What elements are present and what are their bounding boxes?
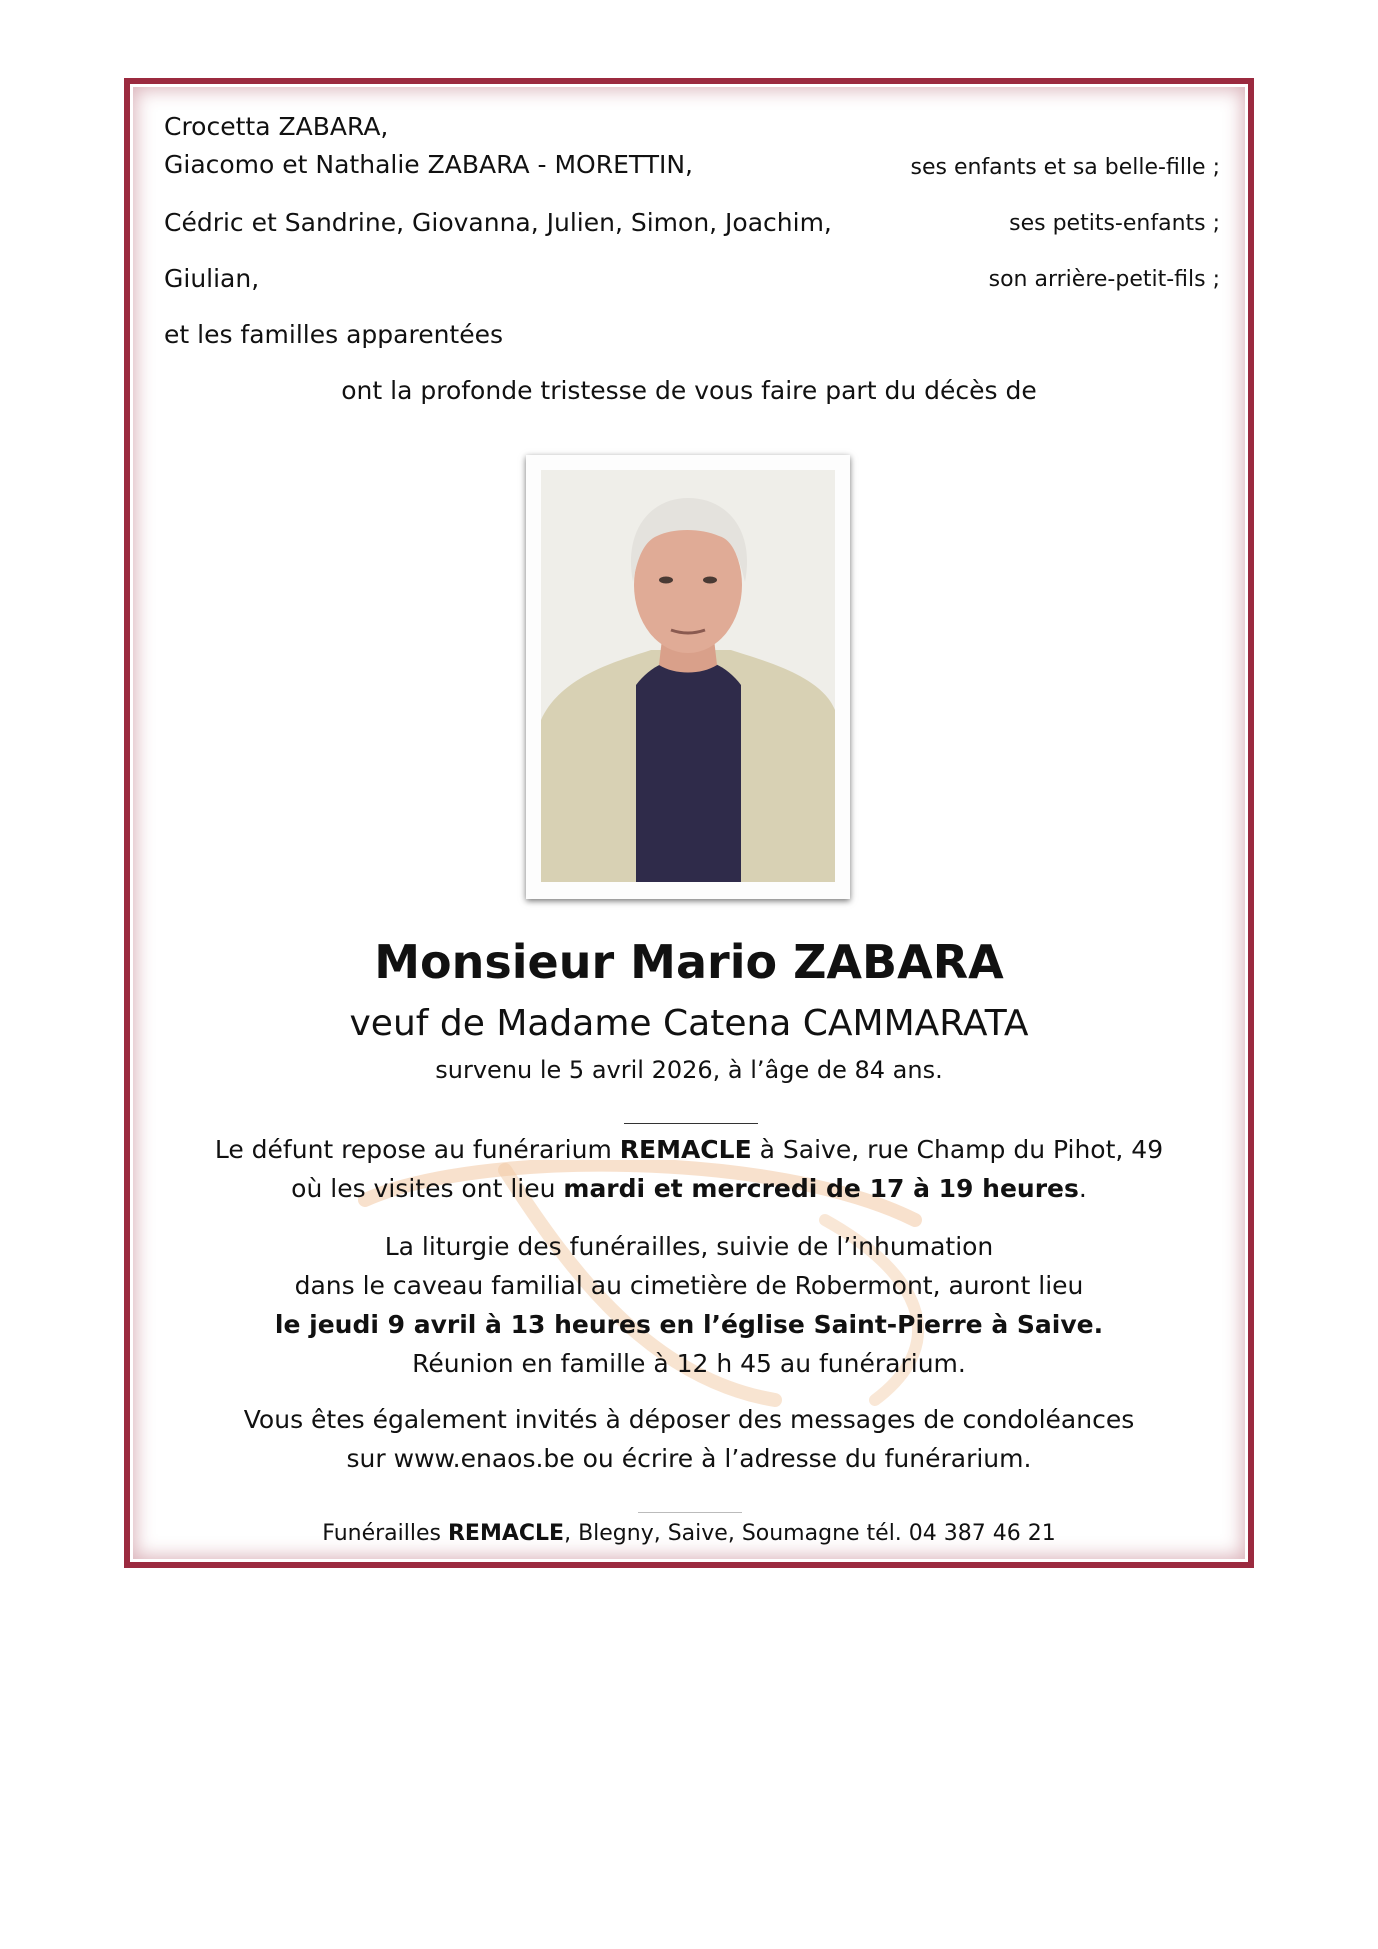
visitation-hours: mardi et mercredi de 17 à 19 heures (563, 1174, 1079, 1203)
family-line-1: Crocetta ZABARA, (164, 112, 389, 141)
family-role-great-grandchild: son arrière-petit-fils ; (988, 267, 1220, 292)
family-role-children: ses enfants et sa belle-fille ; (910, 155, 1220, 180)
visitation-text: Le défunt repose au funérarium (214, 1135, 620, 1164)
funeral-line-4: Réunion en famille à 12 h 45 au funérarium. (412, 1349, 966, 1378)
deceased-photo (541, 470, 835, 882)
separator (624, 1123, 758, 1124)
funeral-line-1: La liturgie des funérailles, suivie de l’inhumation (384, 1232, 994, 1261)
visitation-address: à Saive, rue Champ du Pihot, 49 (751, 1135, 1164, 1164)
funeral-home-name: REMACLE (619, 1135, 752, 1164)
announcement-text: ont la profonde tristesse de vous faire part du décès de (341, 376, 1037, 405)
visitation-text: où les visites ont lieu (291, 1174, 564, 1203)
footer-text: Funérailles (322, 1521, 448, 1546)
footer-separator (638, 1512, 742, 1513)
footer-brand: REMACLE (447, 1521, 565, 1546)
deceased-photo-frame (526, 455, 850, 899)
family-line-3: Cédric et Sandrine, Giovanna, Julien, Simon, Joachim, (164, 208, 832, 237)
footer-contact: , Blegny, Saive, Soumagne tél. 04 387 46 21 (564, 1521, 1056, 1546)
visitation-line-1 (124, 1135, 1254, 1164)
visitation-period: . (1078, 1174, 1087, 1203)
condolences-line-2: sur www.enaos.be ou écrire à l’adresse du funérarium. (346, 1444, 1032, 1473)
funeral-date-line: le jeudi 9 avril à 13 heures en l’église Saint-Pierre à Saive. (274, 1310, 1104, 1339)
family-line-5: et les familles apparentées (164, 320, 504, 349)
condolences-line-1: Vous êtes également invités à déposer des messages de condoléances (243, 1405, 1135, 1434)
family-line-4: Giulian, (164, 264, 260, 293)
funeral-line-2: dans le caveau familial au cimetière de Robermont, auront lieu (294, 1271, 1084, 1300)
deceased-widow-of: veuf de Madame Catena CAMMARATA (349, 1003, 1029, 1044)
visitation-line-2 (124, 1174, 1254, 1203)
family-role-grandchildren: ses petits-enfants ; (1009, 211, 1220, 236)
footer (124, 1521, 1254, 1546)
deceased-name: Monsieur Mario ZABARA (374, 935, 1004, 989)
family-line-2: Giacomo et Nathalie ZABARA - MORETTIN, (164, 150, 694, 179)
deceased-date-of-death: survenu le 5 avril 2026, à l’âge de 84 ans. (435, 1056, 943, 1084)
